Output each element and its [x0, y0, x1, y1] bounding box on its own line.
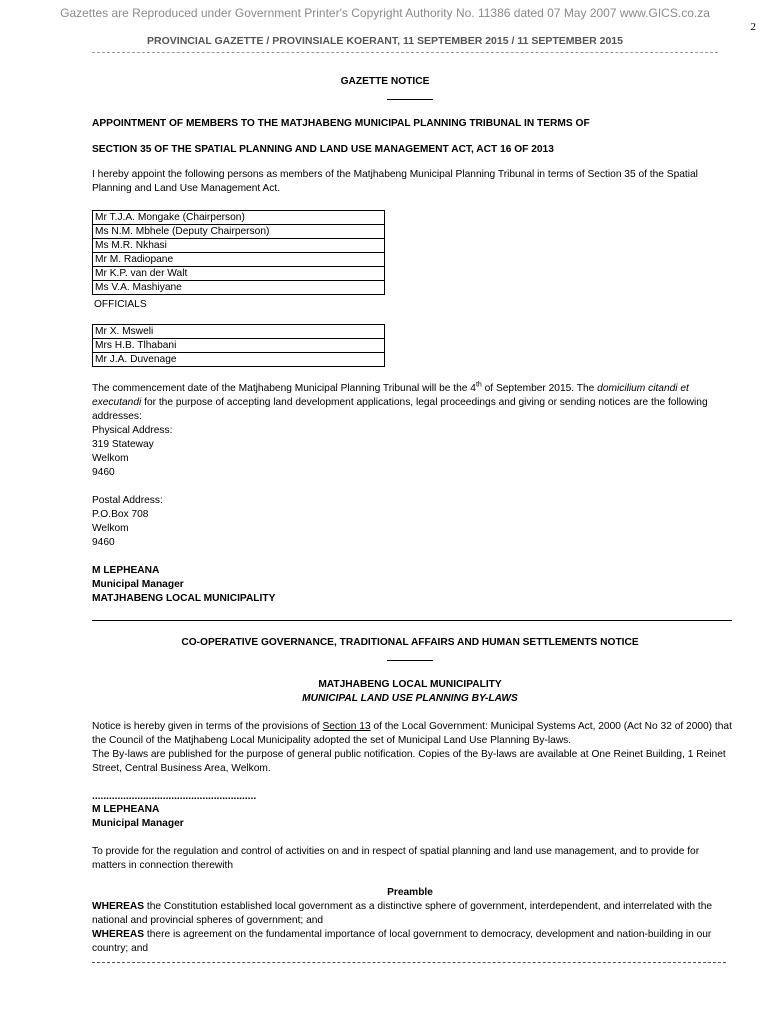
table-row	[93, 267, 385, 281]
publication-paragraph: The By-laws are published for the purpose of general public notification. Copies of the By-laws are available at One Reinet Building, 1 Reinet Street, Central Business Area, Welkom.	[92, 749, 726, 774]
officials-table	[92, 324, 385, 367]
address-line: Welkom	[92, 523, 129, 534]
table-row	[93, 239, 385, 253]
postal-address-label: Postal Address:	[92, 495, 163, 506]
copyright-watermark: Gazettes are Reproduced under Government Printer's Copyright Authority No. 11386 dated 07 May 2007 www.GICS.co.za	[60, 6, 710, 20]
table-row	[93, 339, 385, 353]
running-header: PROVINCIAL GAZETTE / PROVINSIALE KOERANT, 11 SEPTEMBER 2015 / 11 SEPTEMBER 2015	[147, 35, 623, 47]
member-name: Mr K.P. van der Walt	[93, 267, 385, 281]
officials-label: OFFICIALS	[94, 299, 147, 310]
signatory-title: Municipal Manager	[92, 579, 184, 590]
member-name: Mr M. Radiopane	[93, 253, 385, 267]
heading-underline	[387, 99, 433, 100]
member-name: Ms M.R. Nkhasi	[93, 239, 385, 253]
signature-block	[92, 564, 732, 606]
table-row	[93, 325, 385, 339]
physical-address-label: Physical Address:	[92, 425, 173, 436]
table-row	[93, 211, 385, 225]
official-name: Mr X. Msweli	[93, 325, 385, 339]
notice-title-line1: APPOINTMENT OF MEMBERS TO THE MATJHABENG MUNICIPAL PLANNING TRIBUNAL IN TERMS OF	[92, 118, 590, 129]
whereas-clause: WHEREAS the Constitution established local government as a distinctive sphere of government, interdependent, and interrelated with the national and provincial spheres of government; and	[92, 901, 713, 926]
preamble-heading: Preamble	[387, 887, 433, 898]
address-line: Welkom	[92, 453, 129, 464]
table-row	[93, 253, 385, 267]
section-divider	[92, 620, 732, 621]
member-name: Mr T.J.A. Mongake (Chairperson)	[93, 211, 385, 225]
cogta-notice-heading: CO-OPERATIVE GOVERNANCE, TRADITIONAL AFFAIRS AND HUMAN SETTLEMENTS NOTICE	[181, 637, 639, 648]
footer-divider	[92, 962, 726, 963]
postal-address	[92, 494, 732, 550]
section-13-link[interactable]: Section 13	[322, 721, 371, 732]
notice-title-line2: SECTION 35 OF THE SPATIAL PLANNING AND LAND USE MANAGEMENT ACT, ACT 16 OF 2013	[92, 144, 554, 155]
address-line: P.O.Box 708	[92, 509, 149, 520]
table-row	[93, 353, 385, 367]
bylaws-subtitle: MUNICIPAL LAND USE PLANNING BY-LAWS	[302, 693, 518, 704]
gazette-notice-heading: GAZETTE NOTICE	[340, 76, 430, 87]
signatory-name: M LEPHEANA	[92, 804, 160, 815]
address-line: 319 Stateway	[92, 439, 154, 450]
notice-paragraph: Notice is hereby given in terms of the provisions of Section 13 of the Local Government: Municipal Systems Act, 2000 (Act No 32 of 2000) that the Council of the Matjhabeng Local Municipality adopted the set of Municipal Land Use Planning By-laws.	[92, 721, 732, 746]
signatory-organisation: MATJHABENG LOCAL MUNICIPALITY	[92, 593, 276, 604]
members-table	[92, 210, 385, 295]
official-name: Mr J.A. Duvenage	[93, 353, 385, 367]
commencement-paragraph: The commencement date of the Matjhabeng Municipal Planning Tribunal will be the 4th of September 2015. The domicilium citandi et executandi for the purpose of accepting land development applications, legal proceedings and giving or sending notices are the following addresses:	[92, 381, 708, 422]
whereas-clause: WHEREAS there is agreement on the fundamental importance of local government to democracy, development and nation-building in our country; and	[92, 929, 712, 954]
address-line: 9460	[92, 537, 115, 548]
purpose-paragraph: To provide for the regulation and control of activities on and in respect of spatial planning and land use management, and to provide for matters in connection therewith	[92, 846, 700, 871]
table-row	[93, 281, 385, 295]
header-divider	[92, 52, 718, 53]
municipality-heading: MATJHABENG LOCAL MUNICIPALITY	[318, 679, 502, 690]
official-name: Mrs H.B. Tlhabani	[93, 339, 385, 353]
appointment-intro: I hereby appoint the following persons as members of the Matjhabeng Municipal Planning Tribunal in terms of Section 35 of the Spatial Planning and Land Use Management Act.	[92, 169, 698, 194]
member-name: Ms V.A. Mashiyane	[93, 281, 385, 295]
heading-underline	[387, 660, 433, 661]
address-line: 9460	[92, 467, 115, 478]
signature-line: ..........................................................	[92, 791, 257, 802]
signatory-title: Municipal Manager	[92, 818, 184, 829]
member-name: Ms N.M. Mbhele (Deputy Chairperson)	[93, 225, 385, 239]
table-row	[93, 225, 385, 239]
physical-address	[92, 424, 732, 480]
signatory-name: M LEPHEANA	[92, 565, 160, 576]
page-number: 2	[750, 21, 756, 33]
